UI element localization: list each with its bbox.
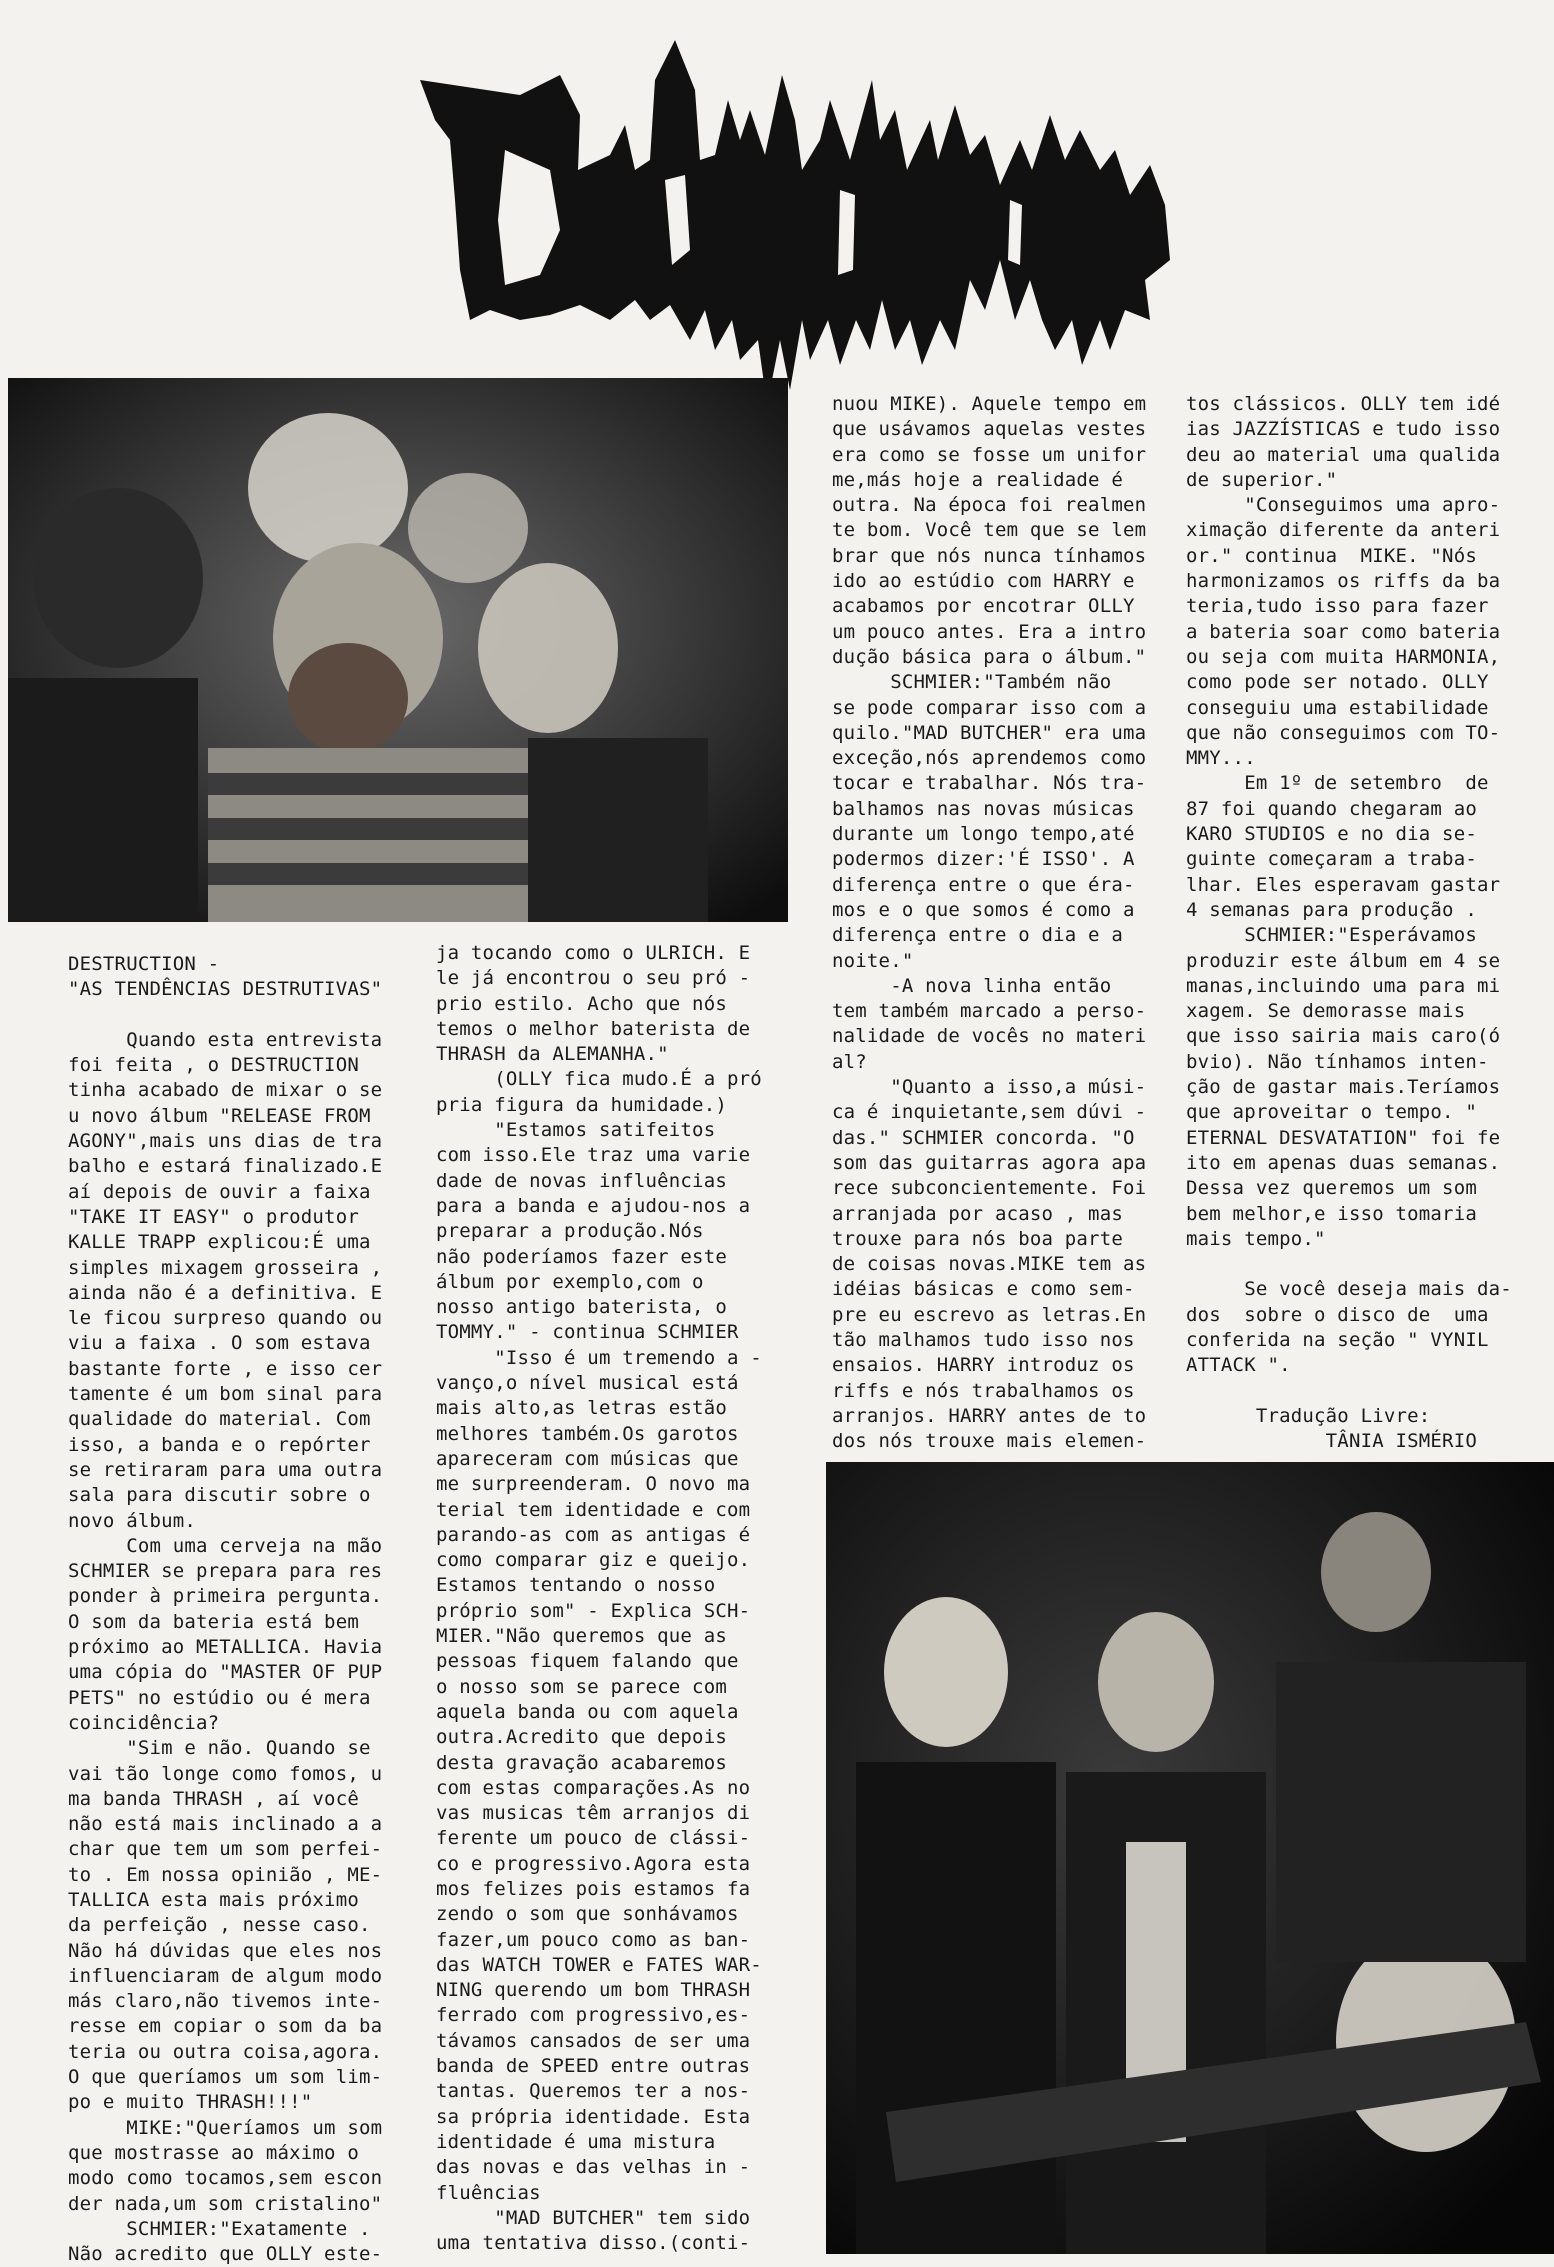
text-line: char que tem um som perfei- [68, 1838, 383, 1861]
text-line: melhores também.Os garotos [436, 1422, 739, 1445]
text-line: távamos cansados de ser uma [436, 2029, 751, 2052]
logo-graphic [410, 20, 1180, 415]
text-line: Quando esta entrevista [68, 1028, 383, 1051]
text-line: le ficou surpreso quando ou [68, 1307, 383, 1330]
text-line: banda de SPEED entre outras [436, 2055, 751, 2078]
text-line: diferença entre o dia e a [832, 924, 1123, 947]
text-line: arranjos. HARRY antes de to [832, 1404, 1147, 1427]
text-line: de superior." [1186, 468, 1338, 491]
text-line: preparar a produção.Nós [436, 1220, 704, 1243]
text-line: vai tão longe como fomos, u [68, 1762, 383, 1785]
destruction-logo [410, 20, 1180, 415]
text-line: to . Em nossa opinião , ME- [68, 1863, 383, 1886]
text-line: que não conseguimos com TO- [1186, 721, 1501, 744]
text-line: mais tempo." [1186, 1227, 1326, 1250]
band-photo-bottom-image [826, 1462, 1554, 2254]
text-line: coincidência? [68, 1711, 220, 1734]
text-line: parando-as com as antigas é [436, 1523, 751, 1546]
text-line: conferida na seção " VYNIL [1186, 1328, 1489, 1351]
text-line: SCHMIER:"Também não [832, 671, 1112, 694]
text-line: tem também marcado a perso- [832, 1000, 1147, 1023]
text-line: vas musicas têm arranjos di [436, 1802, 751, 1825]
text-line: álbum por exemplo,com o [436, 1270, 704, 1293]
text-line: TALLICA esta mais próximo [68, 1888, 359, 1911]
text-line: apareceram com músicas que [436, 1447, 739, 1470]
text-line: tocar e trabalhar. Nós tra- [832, 772, 1147, 795]
text-line: lhar. Eles esperavam gastar [1186, 873, 1501, 896]
text-line: ferrado com progressivo,es- [436, 2004, 751, 2027]
text-line: tamente é um bom sinal para [68, 1383, 383, 1406]
text-line: "Conseguimos uma apro- [1186, 494, 1501, 517]
text-line: "Estamos satifeitos [436, 1119, 716, 1142]
text-line: le já encontrou o seu pró - [436, 967, 751, 990]
text-line: uma cópia do "MASTER OF PUP [68, 1661, 383, 1684]
text-line: TOMMY." - continua SCHMIER [436, 1321, 739, 1344]
text-line: isso, a banda e o repórter [68, 1433, 371, 1456]
text-line: identidade é uma mistura [436, 2130, 716, 2153]
text-line: se pode comparar isso com a [832, 696, 1147, 719]
text-line: me,más hoje a realidade é [832, 468, 1123, 491]
text-line: se retiraram para uma outra [68, 1458, 383, 1481]
band-photo-top [8, 378, 788, 922]
text-line: não está mais inclinado a a [68, 1813, 383, 1836]
text-line: me surpreenderam. O novo ma [436, 1473, 751, 1496]
text-line: deu ao material uma qualida [1186, 443, 1501, 466]
text-line: como pode ser notado. OLLY [1186, 671, 1489, 694]
text-line: arranjada por acaso , mas [832, 1202, 1123, 1225]
text-line: foi feita , o DESTRUCTION [68, 1054, 359, 1077]
text-line: dos sobre o disco de uma [1186, 1303, 1489, 1326]
text-line: ensaios. HARRY introduz os [832, 1354, 1135, 1377]
text-line: o nosso som se parece com [436, 1675, 727, 1698]
text-line: ias JAZZÍSTICAS e tudo isso [1186, 418, 1501, 441]
text-line: um pouco antes. Era a intro [832, 620, 1147, 643]
text-line: pria figura da humidade.) [436, 1093, 727, 1116]
text-line: uma tentativa disso.(conti- [436, 2232, 751, 2255]
text-line: O som da bateria está bem [68, 1610, 359, 1633]
text-line: ferente um pouco de clássi- [436, 1827, 751, 1850]
text-line: com estas comparações.As no [436, 1776, 751, 1799]
text-line: exceção,nós aprendemos como [832, 747, 1147, 770]
text-line: teria ou outra coisa,agora. [68, 2040, 383, 2063]
text-line: simples mixagem grosseira , [68, 1256, 383, 1279]
text-line: Estamos tentando o nosso [436, 1574, 716, 1597]
text-line: "TAKE IT EASY" o produtor [68, 1205, 359, 1228]
text-line: ma banda THRASH , aí você [68, 1787, 359, 1810]
text-line: nalidade de vocês no materi [832, 1025, 1147, 1048]
text-line: rece subconcientemente. Foi [832, 1177, 1147, 1200]
text-line: zendo o som que sonhávamos [436, 1903, 739, 1926]
text-line: próprio som" - Explica SCH- [436, 1599, 751, 1622]
text-line: fazer,um pouco como as ban- [436, 1928, 751, 1951]
text-line: ja tocando como o ULRICH. E [436, 942, 751, 964]
text-line: que aproveitar o tempo. " [1186, 1101, 1477, 1124]
text-line: mais alto,as letras estão [436, 1397, 727, 1420]
text-line: aquela banda ou com aquela [436, 1700, 739, 1723]
text-line: conseguiu uma estabilidade [1186, 696, 1489, 719]
text-line [68, 1003, 382, 1028]
text-line: brar que nós nunca tínhamos [832, 544, 1147, 567]
text-line: bem melhor,e isso tomaria [1186, 1202, 1477, 1225]
text-line: das WATCH TOWER e FATES WAR- [436, 1953, 762, 1976]
text-line: para a banda e ajudou-nos a [436, 1194, 751, 1217]
text-line: "Quanto a isso,a músi- [832, 1076, 1147, 1099]
text-line: mos e o que somos é como a [832, 898, 1135, 921]
text-line: influenciaram de algum modo [68, 1964, 383, 1987]
band-photo-bottom [826, 1462, 1554, 2254]
text-line: ido ao estúdio com HARRY e [832, 570, 1135, 593]
text-line: som das guitarras agora apa [832, 1151, 1147, 1174]
text-line: ca é inquietante,sem dúvi - [832, 1101, 1147, 1124]
text-line: Se você deseja mais da- [1186, 1278, 1512, 1301]
text-line: das novas e das velhas in - [436, 2156, 751, 2179]
text-line: (OLLY fica mudo.É a pró [436, 1068, 762, 1091]
band-photo-top-image [8, 378, 788, 922]
text-line: outra. Na época foi realmen [832, 494, 1147, 517]
text-line: acabamos por encotrar OLLY [832, 595, 1135, 618]
text-line: "AS TENDÊNCIAS DESTRUTIVAS" [68, 978, 383, 1001]
text-line: que usávamos aquelas vestes [832, 418, 1147, 441]
text-line: ção de gastar mais.Teríamos [1186, 1076, 1501, 1099]
text-line: nosso antigo baterista, o [436, 1296, 727, 1319]
text-line: ATTACK ". [1186, 1354, 1291, 1377]
text-line: tos clássicos. OLLY tem idé [1186, 393, 1501, 415]
text-line: guinte começaram a traba- [1186, 848, 1477, 871]
text-line: MIKE:"Queríamos um som [68, 2116, 383, 2139]
text-line: era como se fosse um unifor [832, 443, 1147, 466]
text-line: que mostrasse ao máximo o [68, 2141, 359, 2164]
text-line: pre eu escrevo as letras.En [832, 1303, 1147, 1326]
text-line: próximo ao METALLICA. Havia [68, 1636, 383, 1659]
text-line: ainda não é a definitiva. E [68, 1281, 383, 1304]
text-line: dos nós trouxe mais elemen- [832, 1430, 1147, 1453]
text-line: de coisas novas.MIKE tem as [832, 1253, 1147, 1276]
article-column-1 [68, 952, 382, 2267]
text-line: más claro,não tivemos inte- [68, 1990, 383, 2013]
text-line: diferença entre o que éra- [832, 873, 1135, 896]
text-line: tinha acabado de mixar o se [68, 1079, 383, 1102]
text-line: der nada,um som cristalino" [68, 2192, 383, 2215]
text-line: po e muito THRASH!!!" [68, 2091, 313, 2114]
text-line: Não acredito que OLLY este- [68, 2243, 383, 2266]
text-line: "Sim e não. Quando se [68, 1737, 371, 1760]
text-line: co e progressivo.Agora esta [436, 1852, 751, 1875]
text-line: ponder à primeira pergunta. [68, 1585, 383, 1608]
text-line: "MAD BUTCHER" tem sido [436, 2206, 751, 2229]
text-line: al? [832, 1050, 867, 1073]
text-line [1186, 1379, 1512, 1404]
text-line: quilo."MAD BUTCHER" era uma [832, 721, 1147, 744]
text-line: teria,tudo isso para fazer [1186, 595, 1489, 618]
text-line: novo álbum. [68, 1509, 197, 1532]
text-line: durante um longo tempo,até [832, 823, 1135, 846]
text-line: manas,incluindo uma para mi [1186, 974, 1501, 997]
text-line: Não há dúvidas que eles nos [68, 1939, 383, 1962]
text-line: ito em apenas duas semanas. [1186, 1151, 1501, 1174]
text-line: u novo álbum "RELEASE FROM [68, 1104, 371, 1127]
text-line: outra.Acredito que depois [436, 1726, 727, 1749]
text-line: mos felizes pois estamos fa [436, 1877, 751, 1900]
text-line: KALLE TRAPP explicou:É uma [68, 1231, 371, 1254]
text-line: NING querendo um bom THRASH [436, 1979, 751, 2002]
text-line: 87 foi quando chegaram ao [1186, 797, 1477, 820]
text-line: xagem. Se demorasse mais [1186, 1000, 1466, 1023]
text-line: nuou MIKE). Aquele tempo em [832, 393, 1147, 415]
article-column-4 [1186, 392, 1512, 1454]
text-line: modo como tocamos,sem escon [68, 2167, 383, 2190]
text-line: SCHMIER:"Exatamente . [68, 2217, 371, 2240]
text-line: ximação diferente da anteri [1186, 519, 1501, 542]
text-line: SCHMIER:"Esperávamos [1186, 924, 1477, 947]
text-line: TÂNIA ISMÉRIO [1186, 1430, 1477, 1453]
text-line: pessoas fiquem falando que [436, 1650, 739, 1673]
text-line: harmonizamos os riffs da ba [1186, 570, 1501, 593]
text-line: noite." [832, 949, 914, 972]
text-line: bastante forte , e isso cer [68, 1357, 383, 1380]
text-line: Com uma cerveja na mão [68, 1534, 383, 1557]
text-line: que isso sairia mais caro(ó [1186, 1025, 1501, 1048]
text-line: balhamos nas novas músicas [832, 797, 1135, 820]
text-line: da perfeição , nesse caso. [68, 1914, 371, 1937]
text-line: viu a faixa . O som estava [68, 1332, 371, 1355]
text-line: desta gravação acabaremos [436, 1751, 727, 1774]
text-line: idéias básicas e como sem- [832, 1278, 1135, 1301]
text-line: AGONY",mais uns dias de tra [68, 1130, 383, 1153]
text-line: dade de novas influências [436, 1169, 727, 1192]
text-line: MIER."Não queremos que as [436, 1625, 727, 1648]
article-column-3 [832, 392, 1146, 1454]
text-line: 4 semanas para produção . [1186, 898, 1477, 921]
text-line: sa própria identidade. Esta [436, 2105, 751, 2128]
article-column-2 [436, 941, 762, 2256]
text-line: ou seja com muita HARMONIA, [1186, 645, 1501, 668]
text-line: fluências [436, 2181, 541, 2204]
text-line: temos o melhor baterista de [436, 1017, 751, 1040]
text-line: THRASH da ALEMANHA." [436, 1043, 669, 1066]
text-line: tantas. Queremos ter a nos- [436, 2080, 751, 2103]
text-line: O que queríamos um som lim- [68, 2066, 383, 2089]
text-line: Tradução Livre: [1186, 1404, 1431, 1427]
text-line: a bateria soar como bateria [1186, 620, 1501, 643]
text-line: tão malhamos tudo isso nos [832, 1328, 1135, 1351]
text-line: não poderíamos fazer este [436, 1245, 727, 1268]
text-line: PETS" no estúdio ou é mera [68, 1686, 371, 1709]
text-line: trouxe para nós boa parte [832, 1227, 1123, 1250]
text-line: Em 1º de setembro de [1186, 772, 1489, 795]
text-line: dução básica para o álbum." [832, 645, 1147, 668]
text-line: "Isso é um tremendo a - [436, 1346, 762, 1369]
text-line: Dessa vez queremos um som [1186, 1177, 1477, 1200]
text-line: MMY... [1186, 747, 1256, 770]
text-line: te bom. Você tem que se lem [832, 519, 1147, 542]
text-line: ETERNAL DESVATATION" foi fe [1186, 1126, 1501, 1149]
text-line: como comparar giz e queijo. [436, 1549, 751, 1572]
text-line: produzir este álbum em 4 se [1186, 949, 1501, 972]
text-line: resse em copiar o som da ba [68, 2015, 383, 2038]
text-line: bvio). Não tínhamos inten- [1186, 1050, 1489, 1073]
text-line: com isso.Ele traz uma varie [436, 1144, 751, 1167]
text-line: podermos dizer:'É ISSO'. A [832, 848, 1135, 871]
text-line: terial tem identidade e com [436, 1498, 751, 1521]
text-line: KARO STUDIOS e no dia se- [1186, 823, 1477, 846]
text-line: vanço,o nível musical está [436, 1372, 739, 1395]
text-line: qualidade do material. Com [68, 1408, 371, 1431]
text-line: das." SCHMIER concorda. "O [832, 1126, 1135, 1149]
text-line: -A nova linha então [832, 974, 1112, 997]
text-line: DESTRUCTION - [68, 953, 220, 975]
text-line: or." continua MIKE. "Nós [1186, 544, 1477, 567]
text-line: riffs e nós trabalhamos os [832, 1379, 1135, 1402]
text-line [1186, 1252, 1512, 1277]
text-line: SCHMIER se prepara para res [68, 1560, 383, 1583]
text-line: balho e estará finalizado.E [68, 1155, 383, 1178]
text-line: sala para discutir sobre o [68, 1484, 371, 1507]
text-line: aí depois de ouvir a faixa [68, 1180, 371, 1203]
text-line: prio estilo. Acho que nós [436, 992, 727, 1015]
